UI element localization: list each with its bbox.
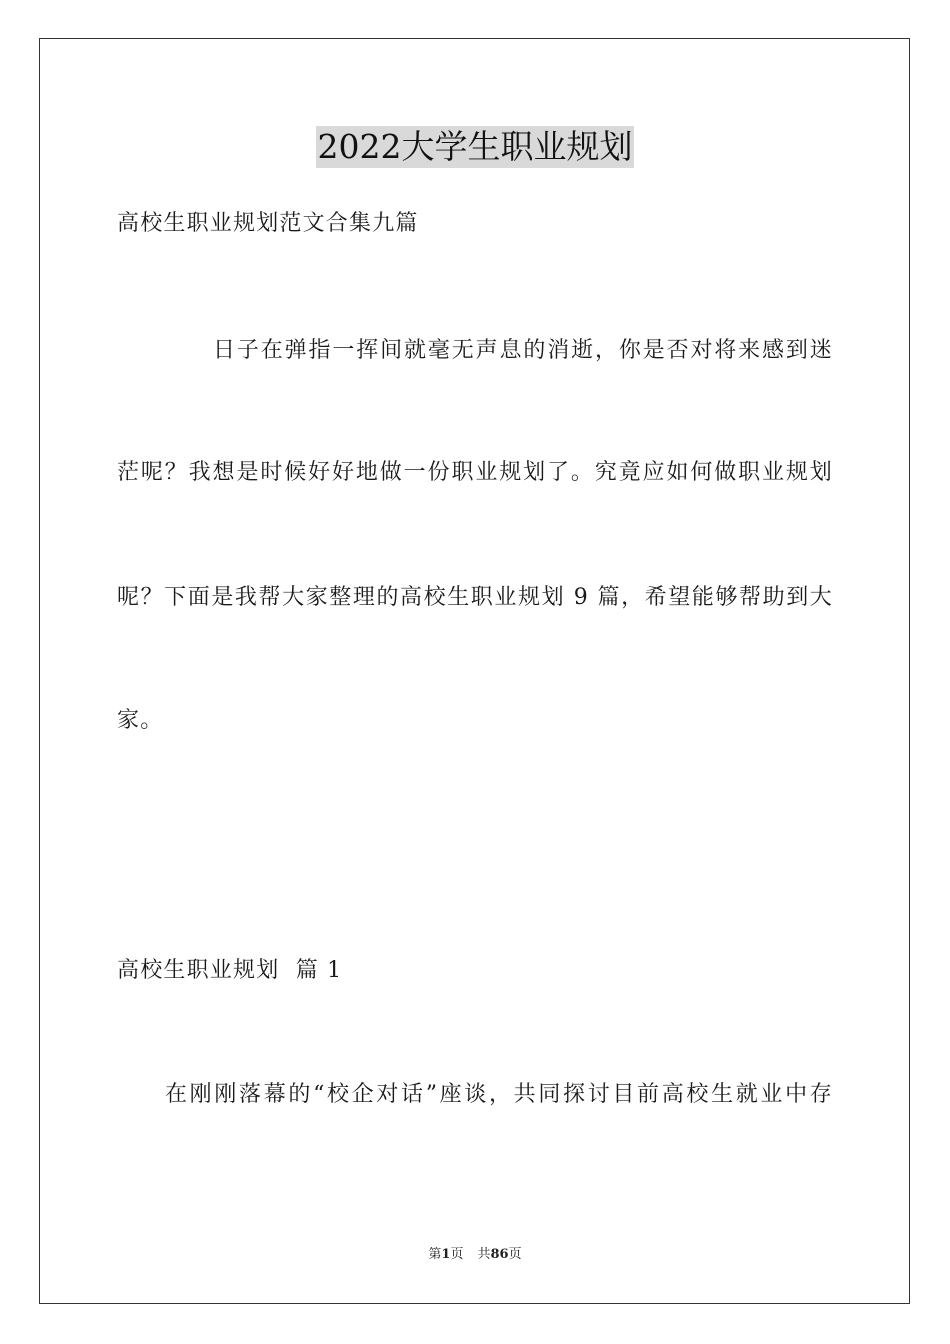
footer-total-pages: 86 <box>490 1247 509 1262</box>
footer-total-suffix: 页 <box>508 1247 522 1262</box>
title-container <box>0 126 950 168</box>
intro-line-2: 茫呢？我想是时候好好地做一份职业规划了。究竟应如何做职业规划 <box>117 460 833 485</box>
footer-page-prefix: 第 <box>428 1247 442 1262</box>
footer-page-suffix: 页 <box>450 1247 464 1262</box>
document-title: 2022大学生职业规划 <box>317 127 633 166</box>
intro-line-1: 日子在弹指一挥间就毫无声息的消逝，你是否对将来感到迷 <box>213 338 833 363</box>
section-heading: 高校生职业规划 篇 1 <box>117 958 343 983</box>
footer-total-prefix: 共 <box>477 1247 491 1262</box>
document-subtitle: 高校生职业规划范文合集九篇 <box>117 211 419 236</box>
footer-page-number: 1 <box>441 1247 451 1262</box>
intro-line-4: 家。 <box>117 708 164 733</box>
page-footer <box>0 1246 950 1264</box>
intro-line-3: 呢？下面是我帮大家整理的高校生职业规划 9 篇，希望能够帮助到大 <box>117 585 833 610</box>
section-line-1: 在刚刚落幕的“校企对话”座谈，共同探讨目前高校生就业中存 <box>165 1082 833 1107</box>
